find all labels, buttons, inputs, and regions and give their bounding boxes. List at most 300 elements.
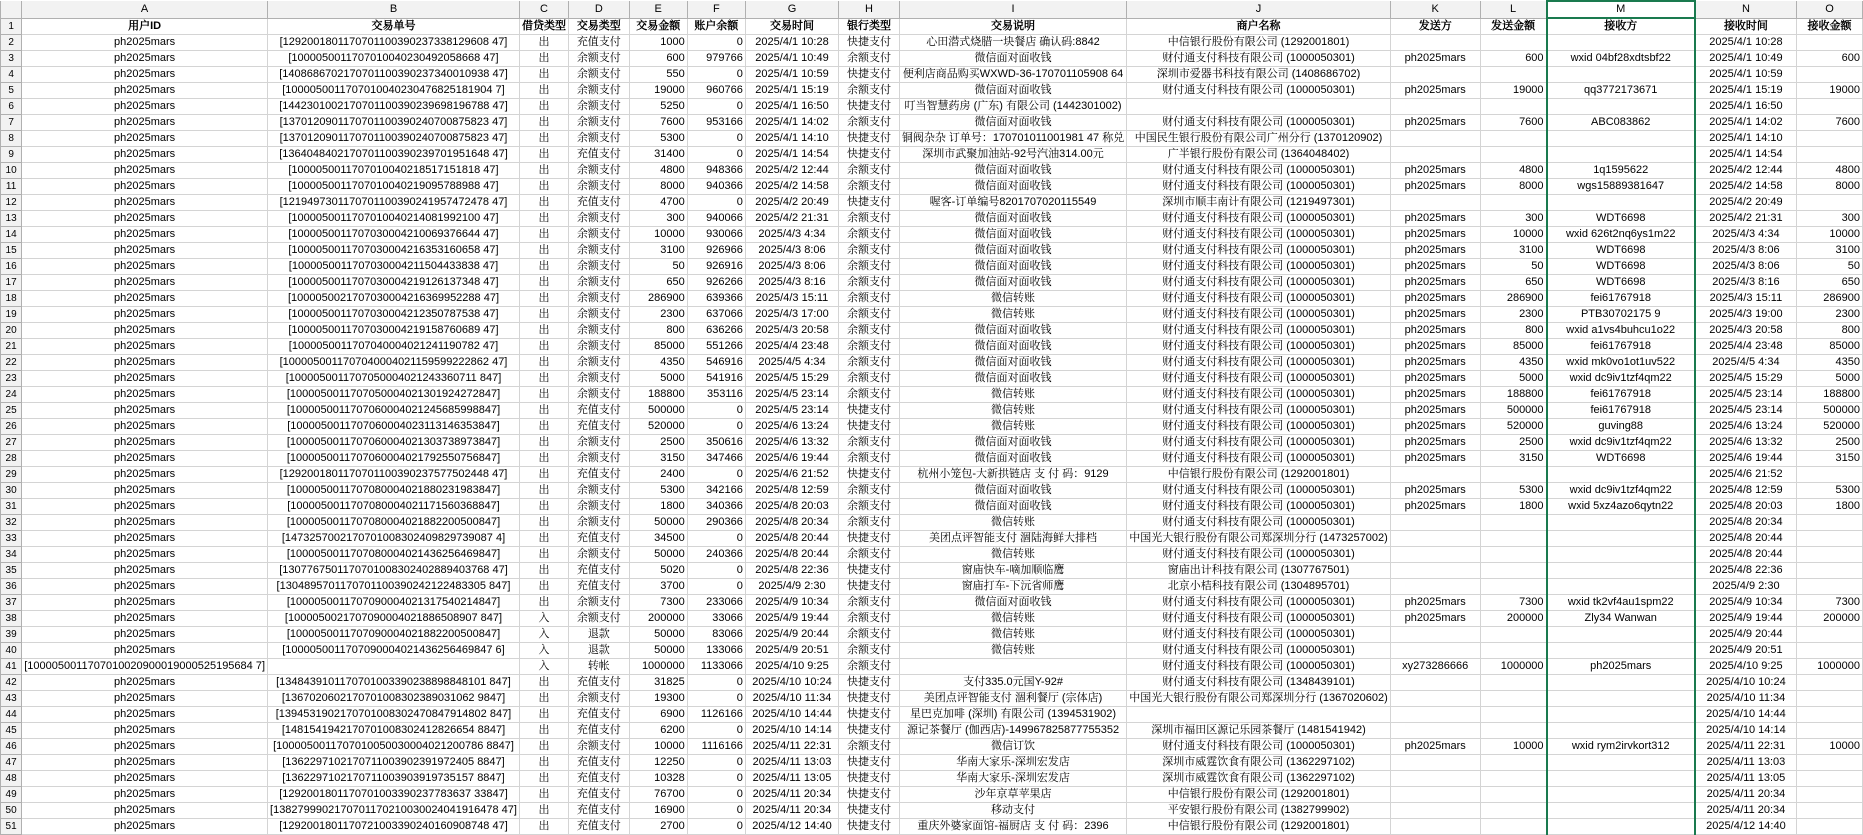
- cell-I3[interactable]: 微信面对面收钱: [899, 50, 1126, 66]
- cell-M7[interactable]: ABC083862: [1547, 114, 1695, 130]
- table-row[interactable]: [1, 242, 1863, 258]
- cell-I26[interactable]: 微信转账: [899, 418, 1126, 434]
- cell-D32[interactable]: 余额支付: [568, 514, 629, 530]
- cell-C47[interactable]: 出: [519, 754, 568, 770]
- cell-J7[interactable]: 财付通支付科技有限公司 (1000050301): [1127, 114, 1391, 130]
- row-header[interactable]: 12: [1, 194, 22, 210]
- cell-M9[interactable]: [1547, 146, 1695, 162]
- cell-L31[interactable]: 1800: [1480, 498, 1546, 514]
- cell-D8[interactable]: 余额支付: [568, 130, 629, 146]
- cell-G33[interactable]: 2025/4/8 20:44: [745, 530, 838, 546]
- cell-A29[interactable]: ph2025mars: [22, 466, 268, 482]
- cell-M44[interactable]: [1547, 706, 1695, 722]
- column-header-G[interactable]: G: [745, 1, 838, 18]
- cell-A31[interactable]: ph2025mars: [22, 498, 268, 514]
- cell-J31[interactable]: 财付通支付科技有限公司 (1000050301): [1127, 498, 1391, 514]
- cell-B29[interactable]: [1292001801170701100390237577502448 47]: [268, 466, 520, 482]
- cell-O23[interactable]: 5000: [1796, 370, 1862, 386]
- cell-L6[interactable]: [1480, 98, 1546, 114]
- cell-I28[interactable]: 微信面对面收钱: [899, 450, 1126, 466]
- cell-M43[interactable]: [1547, 690, 1695, 706]
- cell-B46[interactable]: [1000050011707010050030004021200786 8847]: [268, 738, 520, 754]
- cell-M27[interactable]: wxid dc9iv1tzf4qm22: [1547, 434, 1695, 450]
- cell-L29[interactable]: [1480, 466, 1546, 482]
- cell-I27[interactable]: 微信面对面收钱: [899, 434, 1126, 450]
- cell-D19[interactable]: 余额支付: [568, 306, 629, 322]
- cell-G38[interactable]: 2025/4/9 19:44: [745, 610, 838, 626]
- cell-F14[interactable]: 930066: [687, 226, 745, 242]
- table-row[interactable]: [1, 130, 1863, 146]
- cell-I39[interactable]: 微信转账: [899, 626, 1126, 642]
- cell-D24[interactable]: 余额支付: [568, 386, 629, 402]
- cell-G35[interactable]: 2025/4/8 22:36: [745, 562, 838, 578]
- cell-D6[interactable]: 余额支付: [568, 98, 629, 114]
- cell-J32[interactable]: 财付通支付科技有限公司 (1000050301): [1127, 514, 1391, 530]
- cell-B6[interactable]: [1442301002170701100390239698196788 47]: [268, 98, 520, 114]
- cell-F30[interactable]: 342166: [687, 482, 745, 498]
- cell-F43[interactable]: 0: [687, 690, 745, 706]
- cell-J17[interactable]: 财付通支付科技有限公司 (1000050301): [1127, 274, 1391, 290]
- cell-K18[interactable]: ph2025mars: [1390, 290, 1480, 306]
- cell-K2[interactable]: [1390, 34, 1480, 50]
- cell-K3[interactable]: ph2025mars: [1390, 50, 1480, 66]
- cell-B49[interactable]: [1292001801170701003390237783637 33847]: [268, 786, 520, 802]
- cell-F44[interactable]: 1126166: [687, 706, 745, 722]
- cell-K16[interactable]: ph2025mars: [1390, 258, 1480, 274]
- cell-D41[interactable]: 转帐: [568, 658, 629, 674]
- cell-C20[interactable]: 出: [519, 322, 568, 338]
- cell-D17[interactable]: 余额支付: [568, 274, 629, 290]
- cell-B48[interactable]: [1362297102170711003903919735157 8847]: [268, 770, 520, 786]
- cell-D4[interactable]: 余额支付: [568, 66, 629, 82]
- cell-I30[interactable]: 微信面对面收钱: [899, 482, 1126, 498]
- cell-K29[interactable]: [1390, 466, 1480, 482]
- cell-E34[interactable]: 50000: [629, 546, 687, 562]
- cell-C44[interactable]: 出: [519, 706, 568, 722]
- cell-H11[interactable]: 余额支付: [839, 178, 900, 194]
- cell-G23[interactable]: 2025/4/5 15:29: [745, 370, 838, 386]
- cell-H25[interactable]: 快捷支付: [839, 402, 900, 418]
- row-header[interactable]: 13: [1, 210, 22, 226]
- cell-I25[interactable]: 微信转账: [899, 402, 1126, 418]
- cell-I51[interactable]: 重庆外婆家面馆-福厨店 支 付 码：2396: [899, 818, 1126, 834]
- cell-I36[interactable]: 窗庙打车-下沅省师鹰: [899, 578, 1126, 594]
- cell-A32[interactable]: ph2025mars: [22, 514, 268, 530]
- cell-G12[interactable]: 2025/4/2 20:49: [745, 194, 838, 210]
- cell-K39[interactable]: [1390, 626, 1480, 642]
- cell-H46[interactable]: 余额支付: [839, 738, 900, 754]
- cell-M38[interactable]: Zly34 Wanwan: [1547, 610, 1695, 626]
- cell-O13[interactable]: 300: [1796, 210, 1862, 226]
- cell-L14[interactable]: 10000: [1480, 226, 1546, 242]
- cell-A46[interactable]: ph2025mars: [22, 738, 268, 754]
- cell-J49[interactable]: 中信银行股份有限公司 (1292001801): [1127, 786, 1391, 802]
- cell-B4[interactable]: [1408686702170701100390237340010938 47]: [268, 66, 520, 82]
- cell-H51[interactable]: 快捷支付: [839, 818, 900, 834]
- cell-G28[interactable]: 2025/4/6 19:44: [745, 450, 838, 466]
- cell-N2[interactable]: 2025/4/1 10:28: [1695, 34, 1797, 50]
- cell-A35[interactable]: ph2025mars: [22, 562, 268, 578]
- cell-E20[interactable]: 800: [629, 322, 687, 338]
- cell-O8[interactable]: [1796, 130, 1862, 146]
- cell-I45[interactable]: 源记茶餐厅 (伽西店)-149967825877755352: [899, 722, 1126, 738]
- cell-O18[interactable]: 286900: [1796, 290, 1862, 306]
- cell-D36[interactable]: 充值支付: [568, 578, 629, 594]
- cell-O44[interactable]: [1796, 706, 1862, 722]
- cell-G36[interactable]: 2025/4/9 2:30: [745, 578, 838, 594]
- cell-G37[interactable]: 2025/4/9 10:34: [745, 594, 838, 610]
- column-title-D[interactable]: 交易类型: [568, 18, 629, 34]
- cell-A45[interactable]: ph2025mars: [22, 722, 268, 738]
- cell-K41[interactable]: xy273286666: [1390, 658, 1480, 674]
- cell-A15[interactable]: ph2025mars: [22, 242, 268, 258]
- cell-J38[interactable]: 财付通支付科技有限公司 (1000050301): [1127, 610, 1391, 626]
- cell-E48[interactable]: 10328: [629, 770, 687, 786]
- cell-H16[interactable]: 余额支付: [839, 258, 900, 274]
- cell-A3[interactable]: ph2025mars: [22, 50, 268, 66]
- cell-D43[interactable]: 余额支付: [568, 690, 629, 706]
- cell-A17[interactable]: ph2025mars: [22, 274, 268, 290]
- cell-L47[interactable]: [1480, 754, 1546, 770]
- cell-N39[interactable]: 2025/4/9 20:44: [1695, 626, 1797, 642]
- cell-L12[interactable]: [1480, 194, 1546, 210]
- cell-I20[interactable]: 微信面对面收钱: [899, 322, 1126, 338]
- cell-O6[interactable]: [1796, 98, 1862, 114]
- cell-G14[interactable]: 2025/4/3 4:34: [745, 226, 838, 242]
- cell-J4[interactable]: 深圳市爱器书科技有限公司 (1408686702): [1127, 66, 1391, 82]
- cell-E42[interactable]: 31825: [629, 674, 687, 690]
- cell-M3[interactable]: wxid 04bf28xdtsbf22: [1547, 50, 1695, 66]
- cell-J30[interactable]: 财付通支付科技有限公司 (1000050301): [1127, 482, 1391, 498]
- cell-L41[interactable]: 1000000: [1480, 658, 1546, 674]
- cell-N46[interactable]: 2025/4/11 22:31: [1695, 738, 1797, 754]
- cell-M33[interactable]: [1547, 530, 1695, 546]
- column-header-B[interactable]: B: [268, 1, 520, 18]
- cell-M39[interactable]: [1547, 626, 1695, 642]
- cell-I7[interactable]: 微信面对面收钱: [899, 114, 1126, 130]
- table-row[interactable]: [1, 290, 1863, 306]
- cell-H18[interactable]: 余额支付: [839, 290, 900, 306]
- cell-K4[interactable]: [1390, 66, 1480, 82]
- cell-M6[interactable]: [1547, 98, 1695, 114]
- cell-O51[interactable]: [1796, 818, 1862, 834]
- cell-I9[interactable]: 深圳市武聚加油站-92号汽油314.00元: [899, 146, 1126, 162]
- cell-N31[interactable]: 2025/4/8 20:03: [1695, 498, 1797, 514]
- cell-C43[interactable]: 出: [519, 690, 568, 706]
- cell-L11[interactable]: 8000: [1480, 178, 1546, 194]
- cell-A36[interactable]: ph2025mars: [22, 578, 268, 594]
- cell-D50[interactable]: 充值支付: [568, 802, 629, 818]
- cell-A34[interactable]: ph2025mars: [22, 546, 268, 562]
- cell-G2[interactable]: 2025/4/1 10:28: [745, 34, 838, 50]
- cell-J40[interactable]: 财付通支付科技有限公司 (1000050301): [1127, 642, 1391, 658]
- cell-N11[interactable]: 2025/4/2 14:58: [1695, 178, 1797, 194]
- cell-I29[interactable]: 杭州小笼包-大新拱链店 支 付 码：9129: [899, 466, 1126, 482]
- cell-O27[interactable]: 2500: [1796, 434, 1862, 450]
- table-row[interactable]: [1, 594, 1863, 610]
- cell-M16[interactable]: WDT6698: [1547, 258, 1695, 274]
- cell-D11[interactable]: 余额支付: [568, 178, 629, 194]
- cell-D33[interactable]: 充值支付: [568, 530, 629, 546]
- cell-B44[interactable]: [1394531902170701008302470847914802 847]: [268, 706, 520, 722]
- cell-J22[interactable]: 财付通支付科技有限公司 (1000050301): [1127, 354, 1391, 370]
- table-row[interactable]: [1, 274, 1863, 290]
- cell-D3[interactable]: 余额支付: [568, 50, 629, 66]
- cell-O21[interactable]: 85000: [1796, 338, 1862, 354]
- cell-J47[interactable]: 深圳市威霆饮食有限公司 (1362297102): [1127, 754, 1391, 770]
- cell-J35[interactable]: 窗庙出计科技有限公司 (1307767501): [1127, 562, 1391, 578]
- cell-B13[interactable]: [1000050011707010040214081992100 47]: [268, 210, 520, 226]
- cell-M19[interactable]: PTB30702175 9: [1547, 306, 1695, 322]
- cell-E19[interactable]: 2300: [629, 306, 687, 322]
- table-row[interactable]: [1, 450, 1863, 466]
- cell-L13[interactable]: 300: [1480, 210, 1546, 226]
- cell-L42[interactable]: [1480, 674, 1546, 690]
- cell-A49[interactable]: ph2025mars: [22, 786, 268, 802]
- cell-L50[interactable]: [1480, 802, 1546, 818]
- cell-M48[interactable]: [1547, 770, 1695, 786]
- table-row[interactable]: [1, 338, 1863, 354]
- row-header[interactable]: 38: [1, 610, 22, 626]
- cell-C28[interactable]: 出: [519, 450, 568, 466]
- cell-O50[interactable]: [1796, 802, 1862, 818]
- cell-D38[interactable]: 余额支付: [568, 610, 629, 626]
- row-header[interactable]: 17: [1, 274, 22, 290]
- cell-K42[interactable]: [1390, 674, 1480, 690]
- cell-G19[interactable]: 2025/4/3 17:00: [745, 306, 838, 322]
- cell-E22[interactable]: 4350: [629, 354, 687, 370]
- cell-F35[interactable]: 0: [687, 562, 745, 578]
- table-row[interactable]: [1, 194, 1863, 210]
- cell-L16[interactable]: 50: [1480, 258, 1546, 274]
- cell-B36[interactable]: [1304895701170701100390242122483305 847]: [268, 578, 520, 594]
- cell-N29[interactable]: 2025/4/6 21:52: [1695, 466, 1797, 482]
- table-row[interactable]: [1, 690, 1863, 706]
- cell-C3[interactable]: 出: [519, 50, 568, 66]
- cell-O34[interactable]: [1796, 546, 1862, 562]
- cell-E31[interactable]: 1800: [629, 498, 687, 514]
- cell-J39[interactable]: 财付通支付科技有限公司 (1000050301): [1127, 626, 1391, 642]
- row-header[interactable]: 19: [1, 306, 22, 322]
- cell-L21[interactable]: 85000: [1480, 338, 1546, 354]
- cell-G27[interactable]: 2025/4/6 13:32: [745, 434, 838, 450]
- cell-H8[interactable]: 快捷支付: [839, 130, 900, 146]
- cell-D31[interactable]: 余额支付: [568, 498, 629, 514]
- cell-B7[interactable]: [1370120901170701100390240700875823 47]: [268, 114, 520, 130]
- cell-G3[interactable]: 2025/4/1 10:49: [745, 50, 838, 66]
- column-title-H[interactable]: 银行类型: [839, 18, 900, 34]
- table-row[interactable]: [1, 50, 1863, 66]
- cell-A16[interactable]: ph2025mars: [22, 258, 268, 274]
- cell-M46[interactable]: wxid rym2irvkort312: [1547, 738, 1695, 754]
- cell-O11[interactable]: 8000: [1796, 178, 1862, 194]
- cell-B40[interactable]: [1000050011707090004021436256469847 6]: [268, 642, 520, 658]
- row-header[interactable]: 31: [1, 498, 22, 514]
- cell-J44[interactable]: [1127, 706, 1391, 722]
- cell-J3[interactable]: 财付通支付科技有限公司 (1000050301): [1127, 50, 1391, 66]
- cell-J25[interactable]: 财付通支付科技有限公司 (1000050301): [1127, 402, 1391, 418]
- cell-C9[interactable]: 出: [519, 146, 568, 162]
- column-title-J[interactable]: 商户名称: [1127, 18, 1391, 34]
- cell-H31[interactable]: 余额支付: [839, 498, 900, 514]
- cell-L19[interactable]: 2300: [1480, 306, 1546, 322]
- row-header[interactable]: 35: [1, 562, 22, 578]
- cell-M20[interactable]: wxid a1vs4buhcu1o22: [1547, 322, 1695, 338]
- cell-G42[interactable]: 2025/4/10 10:24: [745, 674, 838, 690]
- cell-D40[interactable]: 退款: [568, 642, 629, 658]
- table-row[interactable]: [1, 306, 1863, 322]
- cell-L33[interactable]: [1480, 530, 1546, 546]
- cell-J15[interactable]: 财付通支付科技有限公司 (1000050301): [1127, 242, 1391, 258]
- cell-I50[interactable]: 移动支付: [899, 802, 1126, 818]
- cell-B28[interactable]: [1000050011707060004021792550756847]: [268, 450, 520, 466]
- cell-G16[interactable]: 2025/4/3 8:06: [745, 258, 838, 274]
- cell-D23[interactable]: 余额支付: [568, 370, 629, 386]
- cell-N14[interactable]: 2025/4/3 4:34: [1695, 226, 1797, 242]
- cell-O41[interactable]: 1000000: [1796, 658, 1862, 674]
- cell-A28[interactable]: ph2025mars: [22, 450, 268, 466]
- cell-M45[interactable]: [1547, 722, 1695, 738]
- cell-D26[interactable]: 充值支付: [568, 418, 629, 434]
- table-row[interactable]: [1, 402, 1863, 418]
- cell-B43[interactable]: [1367020602170701008302389031062 9847]: [268, 690, 520, 706]
- cell-L23[interactable]: 5000: [1480, 370, 1546, 386]
- cell-I4[interactable]: 便利店商品购买WXWD-36-170701105908 64: [899, 66, 1126, 82]
- cell-E16[interactable]: 50: [629, 258, 687, 274]
- cell-B50[interactable]: [1382799902170701170210030024041916478 47]: [268, 802, 520, 818]
- cell-H28[interactable]: 余额支付: [839, 450, 900, 466]
- cell-J16[interactable]: 财付通支付科技有限公司 (1000050301): [1127, 258, 1391, 274]
- cell-N36[interactable]: 2025/4/9 2:30: [1695, 578, 1797, 594]
- cell-I47[interactable]: 华南大家乐-深圳宏发店: [899, 754, 1126, 770]
- cell-O25[interactable]: 500000: [1796, 402, 1862, 418]
- cell-A8[interactable]: ph2025mars: [22, 130, 268, 146]
- cell-H47[interactable]: 快捷支付: [839, 754, 900, 770]
- table-row[interactable]: [1, 434, 1863, 450]
- cell-F49[interactable]: 0: [687, 786, 745, 802]
- cell-C30[interactable]: 出: [519, 482, 568, 498]
- cell-A10[interactable]: ph2025mars: [22, 162, 268, 178]
- cell-G10[interactable]: 2025/4/2 12:44: [745, 162, 838, 178]
- table-row[interactable]: [1, 418, 1863, 434]
- cell-C35[interactable]: 出: [519, 562, 568, 578]
- cell-C11[interactable]: 出: [519, 178, 568, 194]
- cell-C41[interactable]: 入: [519, 658, 568, 674]
- cell-O24[interactable]: 188800: [1796, 386, 1862, 402]
- cell-B42[interactable]: [1348439101170701003390238898848101 847]: [268, 674, 520, 690]
- cell-N13[interactable]: 2025/4/2 21:31: [1695, 210, 1797, 226]
- cell-H42[interactable]: 快捷支付: [839, 674, 900, 690]
- row-header[interactable]: 41: [1, 658, 22, 674]
- cell-L45[interactable]: [1480, 722, 1546, 738]
- cell-F33[interactable]: 0: [687, 530, 745, 546]
- cell-D46[interactable]: 余额支付: [568, 738, 629, 754]
- cell-K34[interactable]: [1390, 546, 1480, 562]
- cell-F5[interactable]: 960766: [687, 82, 745, 98]
- cell-C19[interactable]: 出: [519, 306, 568, 322]
- cell-J20[interactable]: 财付通支付科技有限公司 (1000050301): [1127, 322, 1391, 338]
- table-row[interactable]: [1, 738, 1863, 754]
- cell-I13[interactable]: 微信面对面收钱: [899, 210, 1126, 226]
- cell-F41[interactable]: 1133066: [687, 658, 745, 674]
- table-row[interactable]: [1, 498, 1863, 514]
- cell-E29[interactable]: 2400: [629, 466, 687, 482]
- cell-O2[interactable]: [1796, 34, 1862, 50]
- cell-L39[interactable]: [1480, 626, 1546, 642]
- cell-M34[interactable]: [1547, 546, 1695, 562]
- cell-O26[interactable]: 520000: [1796, 418, 1862, 434]
- cell-I11[interactable]: 微信面对面收钱: [899, 178, 1126, 194]
- cell-F16[interactable]: 926916: [687, 258, 745, 274]
- cell-N35[interactable]: 2025/4/8 22:36: [1695, 562, 1797, 578]
- cell-K9[interactable]: [1390, 146, 1480, 162]
- cell-I16[interactable]: 微信面对面收钱: [899, 258, 1126, 274]
- cell-K46[interactable]: ph2025mars: [1390, 738, 1480, 754]
- cell-C6[interactable]: 出: [519, 98, 568, 114]
- cell-O38[interactable]: 200000: [1796, 610, 1862, 626]
- cell-J37[interactable]: 财付通支付科技有限公司 (1000050301): [1127, 594, 1391, 610]
- table-row[interactable]: [1, 34, 1863, 50]
- cell-M41[interactable]: ph2025mars: [1547, 658, 1695, 674]
- cell-N8[interactable]: 2025/4/1 14:10: [1695, 130, 1797, 146]
- cell-D27[interactable]: 余额支付: [568, 434, 629, 450]
- cell-A11[interactable]: ph2025mars: [22, 178, 268, 194]
- row-header[interactable]: 30: [1, 482, 22, 498]
- column-title-K[interactable]: 发送方: [1390, 18, 1480, 34]
- cell-L34[interactable]: [1480, 546, 1546, 562]
- cell-I49[interactable]: 沙年京草苹果店: [899, 786, 1126, 802]
- table-row[interactable]: [1, 114, 1863, 130]
- cell-L26[interactable]: 520000: [1480, 418, 1546, 434]
- cell-H9[interactable]: 快捷支付: [839, 146, 900, 162]
- column-header-L[interactable]: L: [1480, 1, 1546, 18]
- cell-H22[interactable]: 余额支付: [839, 354, 900, 370]
- cell-E45[interactable]: 6200: [629, 722, 687, 738]
- table-row[interactable]: [1, 162, 1863, 178]
- cell-F38[interactable]: 33066: [687, 610, 745, 626]
- cell-H10[interactable]: 余额支付: [839, 162, 900, 178]
- cell-L8[interactable]: [1480, 130, 1546, 146]
- cell-F19[interactable]: 637066: [687, 306, 745, 322]
- table-row[interactable]: [1, 802, 1863, 818]
- cell-H49[interactable]: 快捷支付: [839, 786, 900, 802]
- cell-K19[interactable]: ph2025mars: [1390, 306, 1480, 322]
- row-header[interactable]: 10: [1, 162, 22, 178]
- cell-N10[interactable]: 2025/4/2 12:44: [1695, 162, 1797, 178]
- cell-F21[interactable]: 551266: [687, 338, 745, 354]
- cell-J24[interactable]: 财付通支付科技有限公司 (1000050301): [1127, 386, 1391, 402]
- cell-B23[interactable]: [1000050011707050004021243360711 847]: [268, 370, 520, 386]
- table-row[interactable]: [1, 578, 1863, 594]
- cell-B51[interactable]: [1292001801170721003390240160908748 47]: [268, 818, 520, 834]
- cell-K25[interactable]: ph2025mars: [1390, 402, 1480, 418]
- cell-A41[interactable]: [1000050011707010020900019000525195684 7]: [22, 658, 268, 674]
- cell-I44[interactable]: 星巴克加啡 (深圳) 有限公司 (1394531902): [899, 706, 1126, 722]
- cell-D13[interactable]: 余额支付: [568, 210, 629, 226]
- cell-K13[interactable]: ph2025mars: [1390, 210, 1480, 226]
- cell-I5[interactable]: 微信面对面收钱: [899, 82, 1126, 98]
- cell-L4[interactable]: [1480, 66, 1546, 82]
- cell-G5[interactable]: 2025/4/1 15:19: [745, 82, 838, 98]
- cell-I17[interactable]: 微信面对面收钱: [899, 274, 1126, 290]
- cell-F9[interactable]: 0: [687, 146, 745, 162]
- cell-E30[interactable]: 5300: [629, 482, 687, 498]
- cell-J5[interactable]: 财付通支付科技有限公司 (1000050301): [1127, 82, 1391, 98]
- cell-H35[interactable]: 快捷支付: [839, 562, 900, 578]
- cell-M24[interactable]: fei61767918: [1547, 386, 1695, 402]
- cell-G13[interactable]: 2025/4/2 21:31: [745, 210, 838, 226]
- cell-O40[interactable]: [1796, 642, 1862, 658]
